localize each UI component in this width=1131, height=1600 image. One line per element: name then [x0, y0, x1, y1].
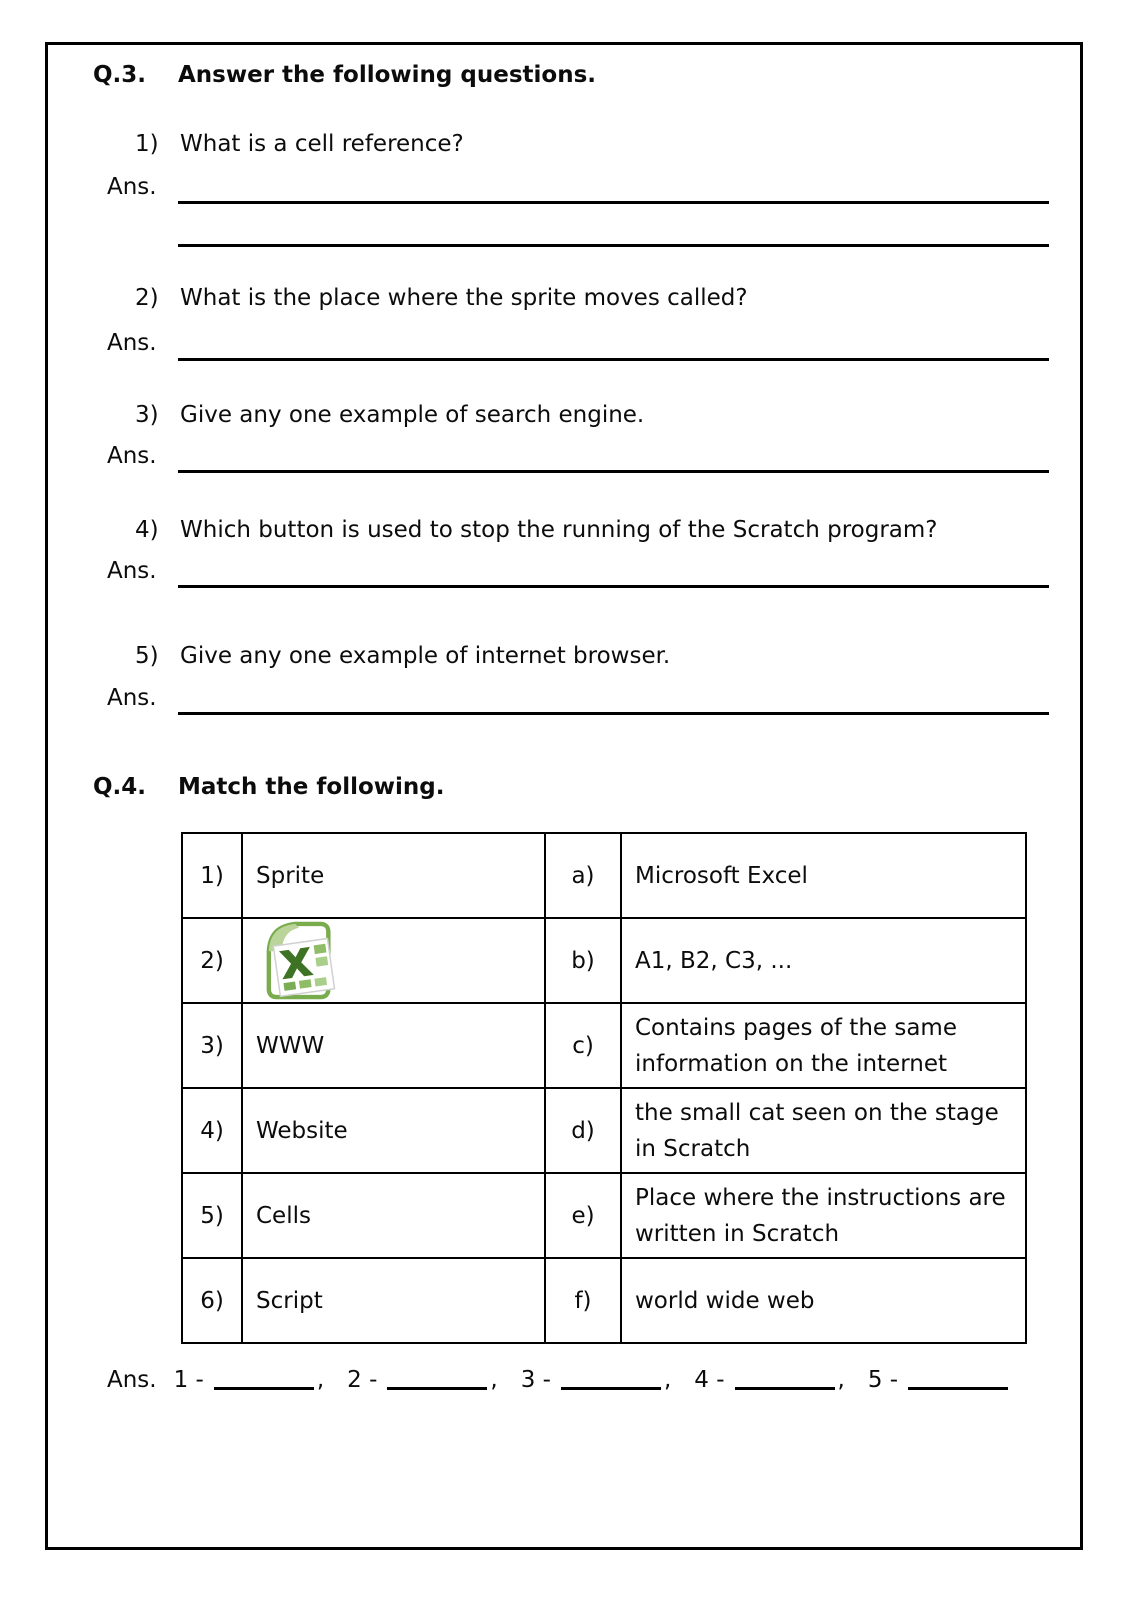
question-1-text: What is a cell reference? [180, 131, 464, 157]
row-desc [622, 1004, 1025, 1087]
matching-pair-3 [521, 1367, 672, 1393]
matching-pair-5-label: 5 - [867, 1367, 899, 1393]
question-5-ans-label: Ans. [107, 685, 157, 711]
matching-pair-1-label: 1 - [173, 1367, 204, 1393]
row-number: 5) [183, 1174, 243, 1257]
q4-number: Q.4. [93, 774, 147, 800]
question-5-text: Give any one example of internet browser. [180, 643, 671, 669]
question-5-number: 5) [135, 643, 159, 669]
question-4-number: 4) [135, 517, 159, 543]
table-row [183, 834, 1025, 919]
matching-blank-4[interactable] [735, 1387, 835, 1390]
matching-pair-4-label: 4 - [694, 1367, 725, 1393]
answer-line-3[interactable] [178, 470, 1049, 473]
row-number: 6) [183, 1259, 243, 1342]
separator: , [663, 1367, 672, 1393]
row-letter: e) [546, 1174, 622, 1257]
row-desc-text: world wide web [635, 1287, 815, 1314]
matching-ans-label: Ans. [107, 1367, 157, 1393]
row-letter: d) [546, 1089, 622, 1172]
row-term: Cells [243, 1174, 546, 1257]
row-number: 2) [183, 919, 243, 1002]
row-number: 3) [183, 1004, 243, 1087]
question-4-text: Which button is used to stop the running of the Scratch program? [180, 517, 938, 543]
matching-pair-2-label: 2 - [347, 1367, 378, 1393]
row-desc [622, 834, 1025, 917]
row-letter: b) [546, 919, 622, 1002]
matching-pair-5 [868, 1367, 1008, 1393]
row-desc [622, 1089, 1025, 1172]
q3-title: Answer the following questions. [178, 62, 596, 88]
row-desc-text: A1, B2, C3, ... [635, 947, 793, 974]
question-2-number: 2) [135, 285, 159, 311]
row-desc [622, 1174, 1025, 1257]
row-desc-text: the small cat seen on the stage in Scratch [635, 1099, 999, 1162]
matching-answer-row [107, 1367, 1008, 1393]
excel-icon-cell [299, 979, 312, 988]
matching-blank-5[interactable] [908, 1387, 1008, 1390]
matching-pair-4 [694, 1367, 845, 1393]
excel-icon-cell [315, 956, 328, 966]
question-3-ans-label: Ans. [107, 443, 157, 469]
answer-line-1a[interactable] [178, 201, 1049, 204]
row-number: 1) [183, 834, 243, 917]
microsoft-excel-icon [262, 921, 342, 1001]
table-row [183, 1174, 1025, 1259]
excel-icon-cell [314, 977, 327, 986]
row-desc [622, 919, 1025, 1002]
row-letter: c) [546, 1004, 622, 1087]
table-row [183, 1089, 1025, 1174]
question-3-number: 3) [135, 402, 159, 428]
question-2-text: What is the place where the sprite moves called? [180, 285, 748, 311]
answer-line-2[interactable] [178, 358, 1049, 361]
row-desc-text: Place where the instructions are written in Scratch [635, 1184, 1006, 1247]
matching-pair-1 [174, 1367, 325, 1393]
separator: , [316, 1367, 325, 1393]
q3-number: Q.3. [93, 62, 147, 88]
table-row [183, 919, 1025, 1004]
q4-title: Match the following. [178, 774, 445, 800]
row-term: Website [243, 1089, 546, 1172]
question-3-text: Give any one example of search engine. [180, 402, 645, 428]
question-1-ans-label: Ans. [107, 174, 157, 200]
excel-icon-cell [314, 943, 327, 953]
row-desc-text: Contains pages of the same information on the internet [635, 1014, 957, 1077]
question-4-ans-label: Ans. [107, 558, 157, 584]
row-desc-text: Microsoft Excel [635, 862, 808, 889]
matching-blank-1[interactable] [214, 1387, 314, 1390]
row-number: 4) [183, 1089, 243, 1172]
matching-blank-3[interactable] [561, 1387, 661, 1390]
row-letter: f) [546, 1259, 622, 1342]
row-term: Sprite [243, 834, 546, 917]
separator: , [837, 1367, 845, 1393]
matching-table [181, 832, 1027, 1344]
answer-line-4[interactable] [178, 585, 1049, 588]
question-1-number: 1) [135, 131, 159, 157]
answer-line-1b[interactable] [178, 244, 1049, 247]
matching-pair-2 [347, 1367, 498, 1393]
matching-pair-3-label: 3 - [520, 1367, 551, 1393]
separator: , [490, 1367, 498, 1393]
matching-blank-2[interactable] [387, 1387, 487, 1390]
question-2-ans-label: Ans. [107, 330, 157, 356]
row-term: Script [243, 1259, 546, 1342]
excel-icon-cell [283, 981, 296, 990]
row-term: WWW [243, 1004, 546, 1087]
row-desc [622, 1259, 1025, 1342]
answer-line-5[interactable] [178, 712, 1049, 715]
table-row [183, 1004, 1025, 1089]
row-letter: a) [546, 834, 622, 917]
table-row [183, 1259, 1025, 1342]
row-term [243, 919, 546, 1002]
